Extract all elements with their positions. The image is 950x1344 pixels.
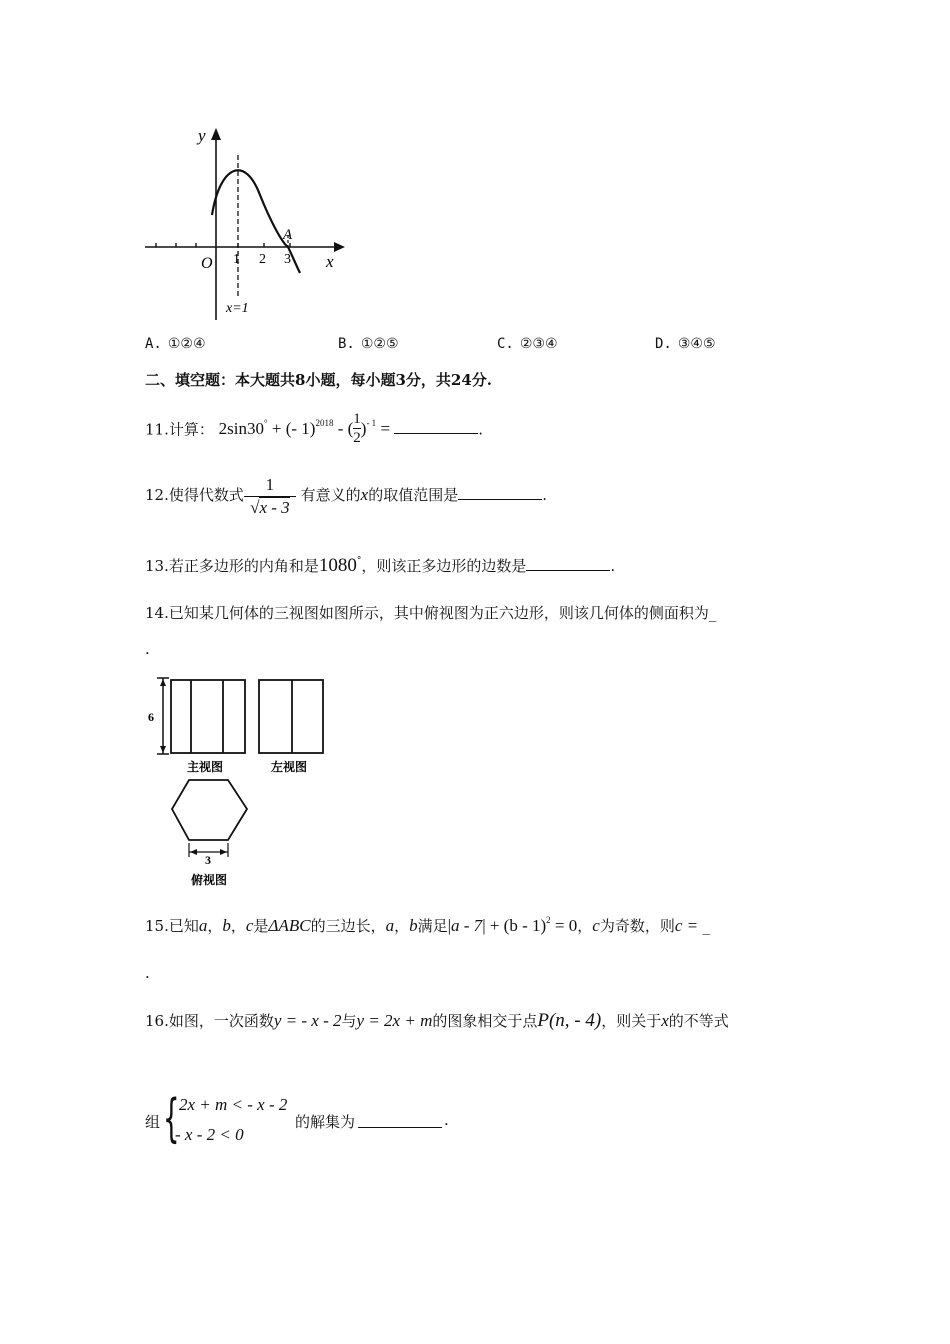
- abs-bar-right-icon: |: [482, 916, 486, 935]
- q15-a-2: a: [385, 916, 395, 935]
- q16-t1: 如图，一次函数: [168, 1012, 274, 1030]
- choice-d[interactable]: [655, 336, 716, 352]
- q11-prefix: 计算：: [168, 420, 214, 439]
- width-label: 3: [205, 853, 211, 867]
- q12-answer-blank[interactable]: [458, 485, 542, 500]
- q15-b: b: [222, 916, 231, 935]
- q15-tail[interactable]: _: [702, 917, 710, 935]
- q12-radicand: x - 3: [259, 497, 290, 517]
- q15-t2: 是: [253, 917, 269, 935]
- x-axis-arrow-icon: [334, 242, 345, 252]
- section-heading: 二、填空题：本大题共8小题，每小题3分，共24分.: [145, 371, 492, 389]
- q12-prefix: 使得代数式: [168, 486, 244, 504]
- choice-c-letter: C.: [497, 336, 514, 352]
- q12-frac-num: 1: [265, 474, 275, 494]
- q12-end: .: [542, 486, 548, 504]
- q15-sq-expr: + (b - 1): [485, 916, 547, 935]
- q16-f2: y = 2x + m: [356, 1011, 433, 1030]
- q12-number: 12.: [145, 486, 169, 504]
- q16-ineq2: - x - 2 < 0: [175, 1125, 244, 1144]
- degree-icon: °: [356, 556, 362, 566]
- q11-expr-b: + (- 1): [267, 419, 316, 439]
- left-view-label: 左视图: [271, 760, 308, 774]
- q16-t5: 的不等式: [668, 1012, 729, 1030]
- q15-abs-expr: a - 7: [451, 916, 483, 935]
- question-13: [145, 553, 615, 579]
- function-graph: [140, 125, 355, 325]
- q14-text: 已知某几何体的三视图如图所示，其中俯视图为正六边形，则该几何体的侧面积为_: [168, 604, 717, 622]
- q12-var: x: [360, 485, 369, 504]
- choice-d-text: ③④⑤: [677, 336, 716, 352]
- q16-answer-blank[interactable]: [358, 1113, 442, 1128]
- q11-answer-blank[interactable]: [394, 419, 478, 434]
- q13-value: 1080: [318, 555, 357, 576]
- dim-arrow-right-icon: [220, 849, 227, 855]
- q12-fraction: [244, 474, 296, 519]
- choice-b[interactable]: [338, 336, 399, 352]
- q11-frac-num: 1: [353, 411, 361, 427]
- x-axis-label: x: [326, 252, 334, 271]
- q14-end: .: [145, 640, 150, 658]
- tick-label-3: 3: [284, 252, 291, 267]
- top-view-hexagon: [172, 780, 247, 840]
- q15-c: c: [245, 916, 254, 935]
- q12-middle: 有意义的: [300, 486, 361, 504]
- q15-a: a: [198, 916, 208, 935]
- q16-t6: 组: [145, 1113, 161, 1131]
- q11-exp-2018: 2018: [315, 418, 334, 429]
- q11-number: 11.: [145, 420, 169, 439]
- left-view: [259, 680, 323, 753]
- question-11: [145, 411, 484, 446]
- question-15: [145, 913, 710, 939]
- q15-b-2: b: [409, 916, 418, 935]
- q15-t4: 满足: [417, 917, 448, 935]
- q13-end: .: [610, 557, 616, 575]
- q11-fraction: [353, 410, 361, 447]
- question-16: [145, 1008, 729, 1034]
- q16-end: .: [444, 1111, 449, 1129]
- choice-b-text: ①②⑤: [360, 336, 399, 352]
- q15-sep-3: ，: [394, 917, 410, 935]
- q16-point: P(n, - 4): [537, 1010, 602, 1031]
- q15-sep-2: ，: [230, 917, 246, 935]
- q15-sep-4: ，: [577, 917, 593, 935]
- q15-t5: 为奇数，则: [599, 917, 675, 935]
- q15-sq: 2: [546, 915, 551, 925]
- height-label: 6: [148, 710, 154, 724]
- q15-c-eq: c =: [674, 916, 703, 935]
- left-brace-icon: {: [163, 1089, 180, 1149]
- q13-suffix: ，则该正多边形的边数是: [361, 557, 527, 575]
- choice-a-text: ①②④: [167, 336, 206, 352]
- front-view-label: 主视图: [187, 760, 224, 774]
- y-axis-label: y: [198, 126, 206, 145]
- q16-f1: y = - x - 2: [273, 1011, 342, 1030]
- q11-equals: =: [376, 419, 391, 439]
- q16-t3: 的图象相交于点: [432, 1012, 538, 1030]
- q11-expr-c: - (: [333, 419, 354, 439]
- q15-t1: 已知: [168, 917, 199, 935]
- q11-frac-den: 2: [353, 430, 361, 446]
- symmetry-label: x=1: [226, 301, 249, 316]
- tick-label-1: 1: [233, 252, 240, 267]
- y-axis-arrow-icon: [211, 128, 221, 140]
- q15-equation: [448, 916, 578, 935]
- q16-t4: ，则关于: [601, 1012, 662, 1030]
- q13-answer-blank[interactable]: [526, 556, 610, 571]
- choice-c-text: ②③④: [519, 336, 558, 352]
- q16-ineq1: 2x + m < - x - 2: [179, 1095, 288, 1114]
- tick-label-2: 2: [259, 252, 266, 267]
- q15-c-2: c: [592, 916, 600, 935]
- q11-exp-neg1: - 1: [366, 418, 377, 429]
- choice-d-letter: D.: [655, 336, 672, 352]
- choice-c[interactable]: [497, 336, 558, 352]
- dim-arrow-down-icon: [160, 746, 166, 753]
- origin-label: O: [201, 255, 213, 272]
- q16-t2: 与: [341, 1012, 357, 1030]
- top-view-label: 俯视图: [191, 873, 228, 887]
- q13-number: 13.: [145, 557, 169, 575]
- q14-number: 14.: [145, 604, 169, 622]
- q12-frac-den: [244, 496, 296, 519]
- q15-triangle: ΔABC: [268, 916, 311, 935]
- q15-t3: 的三边长，: [310, 917, 386, 935]
- q11-expr-d: ): [360, 419, 367, 439]
- abs-bar-left-icon: |: [447, 916, 452, 935]
- question-12: [145, 470, 547, 520]
- degree-icon: °: [264, 418, 268, 429]
- sqrt-icon: √: [250, 497, 260, 517]
- q15-eq0: = 0: [550, 916, 578, 935]
- q12-suffix: 的取值范围是: [368, 486, 459, 504]
- q11-expression: [218, 411, 395, 446]
- dim-arrow-left-icon: [190, 849, 197, 855]
- q15-end: .: [145, 964, 150, 982]
- front-view: [171, 680, 245, 753]
- q11-end: .: [478, 420, 484, 439]
- q16-var: x: [661, 1011, 669, 1030]
- q15-number: 15.: [145, 917, 169, 935]
- q16-number: 16.: [145, 1012, 169, 1030]
- dim-arrow-up-icon: [160, 679, 166, 686]
- q16-t7: 的解集为: [295, 1113, 356, 1131]
- point-a-label: A: [283, 227, 293, 243]
- three-views-figure: [145, 672, 335, 894]
- q11-expr-a: 2sin30: [218, 419, 264, 439]
- q15-sep-1: ，: [207, 917, 223, 935]
- choice-b-letter: B.: [338, 336, 355, 352]
- choice-a[interactable]: [145, 336, 206, 352]
- question-14: [145, 602, 716, 623]
- choice-a-letter: A.: [145, 336, 162, 352]
- q13-prefix: 若正多边形的内角和是: [168, 557, 319, 575]
